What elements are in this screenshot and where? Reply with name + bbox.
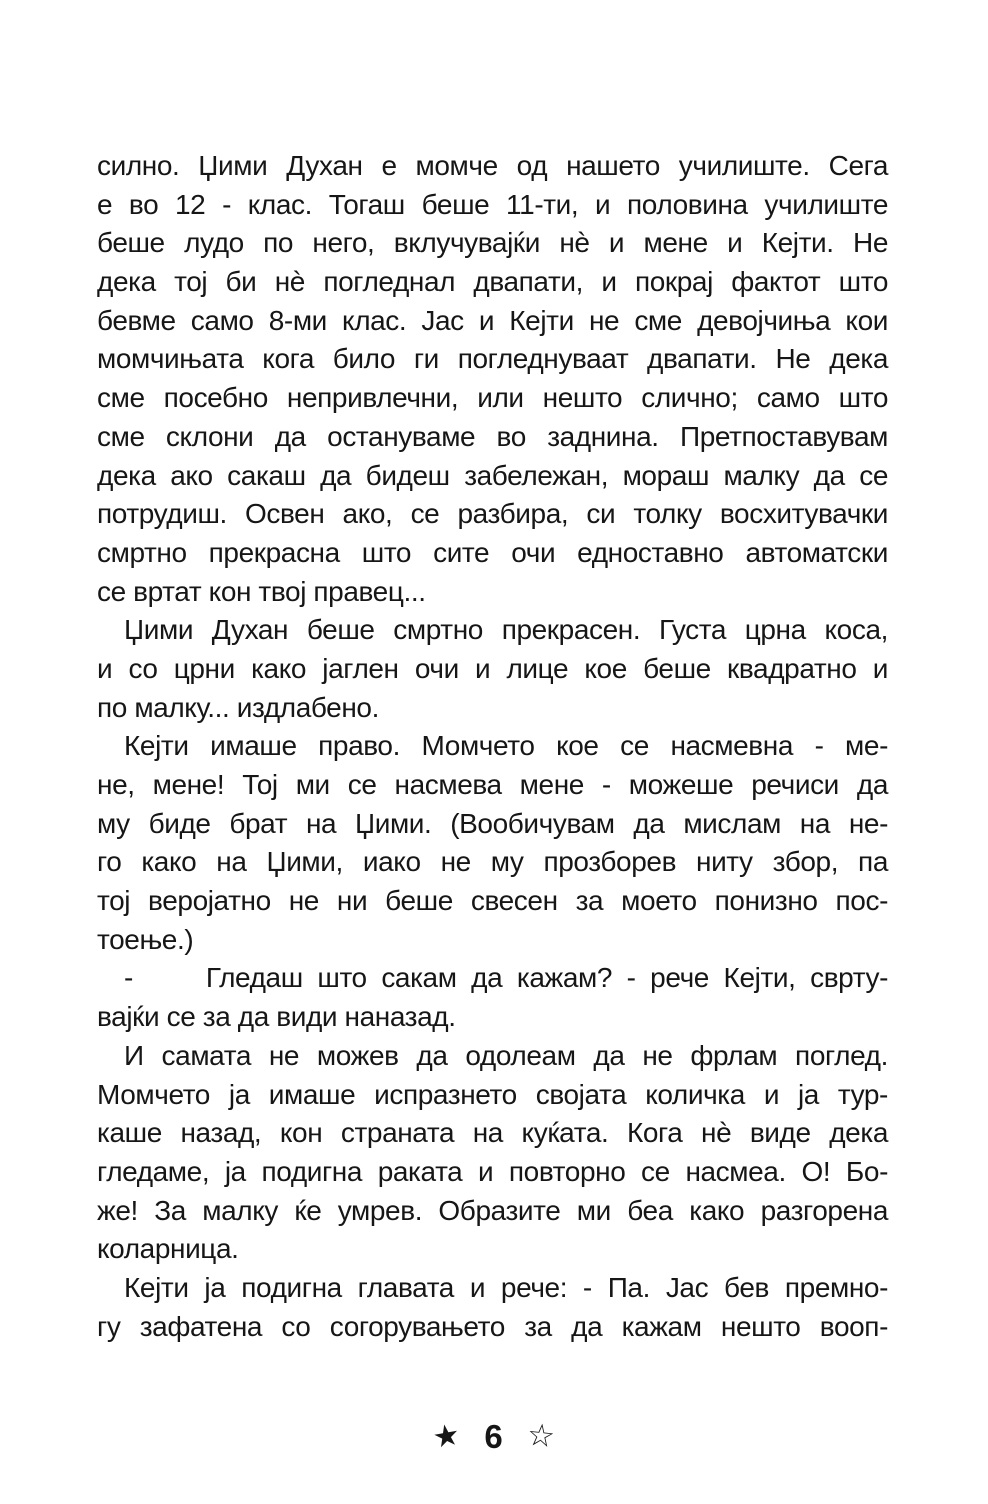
text-line: дека тој би нѐ погледнал двапати, и покрај фактот што (97, 266, 888, 298)
text-line: го како на Џими, иако не му прозборев ниту збор, па (97, 846, 888, 878)
text-line: И самата не можев да одолеам да не фрлам поглед. (124, 1039, 888, 1071)
text-line: сме склони да остануваме во заднина. Претпоставувам (97, 420, 888, 452)
text-line: е во 12 - клас. Тогаш беше 11-ти, и половина училиште (97, 188, 888, 220)
text-line: силно. Џими Духан е момче од нашето училиште. Сега (97, 150, 888, 181)
page-footer (0, 1416, 988, 1456)
filled-star-icon: ★ (430, 1416, 464, 1456)
text-line: коларница. (97, 1233, 239, 1265)
text-line: тој веројатно не ни беше свесен за моето понизно пос- (97, 885, 888, 917)
text-line: Кејти ја подигна главата и рече: - Па. Јас бев премно- (124, 1271, 888, 1303)
text-line: же! За малку ќе умрев. Образите ми беа како разгорена (97, 1194, 888, 1226)
text-line: дека ако сакаш да бидеш забележан, мораш малку да се (97, 459, 888, 491)
text-line: бевме само 8-ми клас. Јас и Кејти не сме девојчиња кои (97, 304, 888, 336)
text-line: Џими Духан беше смртно прекрасен. Густа црна коса, (124, 614, 888, 646)
text-line: потрудиш. Освен ако, се разбира, си толку восхитувачки (97, 498, 888, 530)
page-text-block (97, 147, 888, 1346)
outline-star-icon: ☆ (524, 1416, 557, 1456)
text-line: тоење.) (97, 923, 194, 955)
text-line: му биде брат на Џими. (Вообичувам да мислам на не- (97, 807, 888, 839)
text-line: смртно прекрасна што сите очи едноставно автоматски (97, 536, 888, 568)
text-line: сме посебно непривлечни, или нешто слично; само што (97, 382, 888, 414)
text-line: гу зафатена со согорувањето за да кажам нешто вооп- (97, 1310, 888, 1342)
text-line: вајќи се за да види наназад. (97, 1001, 456, 1033)
text-line: се вртат кон твој правец... (97, 575, 426, 607)
text-line: момчињата кога било ги погледнуваат двапати. Не дека (97, 343, 888, 375)
text-line: - Гледаш што сакам да кажам? - рече Кејти, сврту- (124, 962, 888, 994)
text-line: каше назад, кон страната на куќата. Кога нѐ виде дека (97, 1117, 888, 1149)
text-line: беше лудо по него, вклучувајќи нѐ и мене и Кејти. Не (97, 227, 888, 259)
page-number: 6 (484, 1418, 503, 1455)
text-line: не, мене! Тој ми се насмева мене - можеше речиси да (97, 769, 888, 800)
text-line: Момчето ја имаше испразнето својата количка и ја тур- (97, 1078, 888, 1110)
text-line: Кејти имаше право. Момчето кое се насмевна - ме- (124, 730, 888, 762)
text-line: и со црни како јаглен очи и лице кое беше квадратно и (97, 652, 888, 684)
text-line: гледаме, ја подигна раката и повторно се насмеа. О! Бо- (97, 1155, 888, 1187)
text-line: по малку... издлабено. (97, 691, 379, 723)
